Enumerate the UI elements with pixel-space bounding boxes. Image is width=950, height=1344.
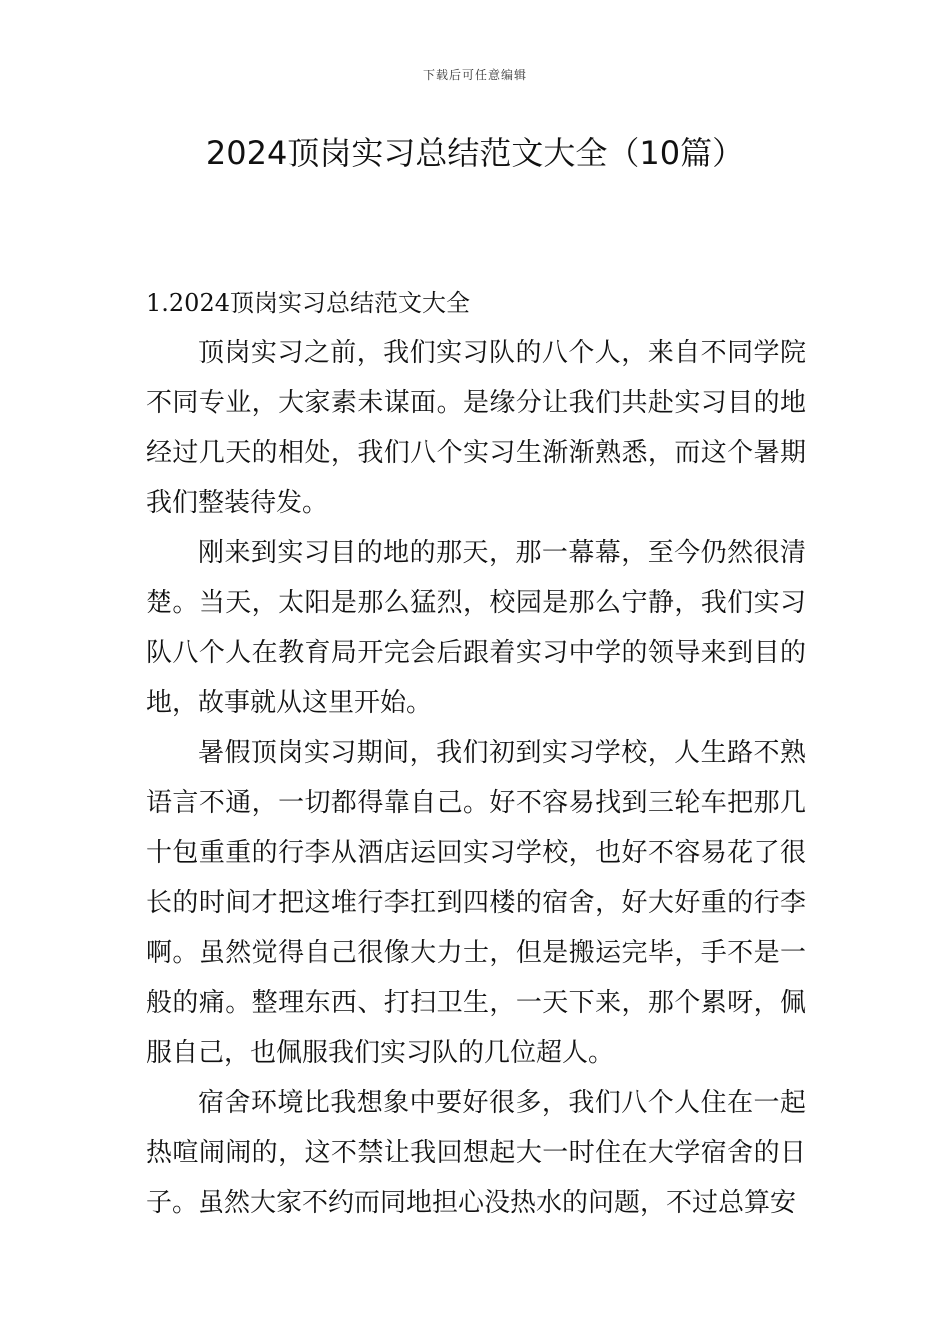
- document-body: [146, 278, 806, 1228]
- header-note: 下载后可任意编辑: [422, 68, 527, 82]
- paragraph-2: 刚来到实习目的地的那天，那一幕幕，至今仍然很清楚。当天，太阳是那么猛烈，校园是那么宁静，我们实习队八个人在教育局开完会后跟着实习中学的领导来到目的地，故事就从这里开始。: [146, 538, 806, 718]
- paragraph-1: 顶岗实习之前，我们实习队的八个人，来自不同学院不同专业，大家素未谋面。是缘分让我们共赴实习目的地经过几天的相处，我们八个实习生渐渐熟悉，而这个暑期我们整装待发。: [146, 338, 806, 518]
- document-title: 2024顶岗实习总结范文大全（10篇）: [205, 134, 745, 172]
- paragraph-3: 暑假顶岗实习期间，我们初到实习学校，人生路不熟语言不通，一切都得靠自己。好不容易找到三轮车把那几十包重重的行李从酒店运回实习学校，也好不容易花了很长的时间才把这堆行李扛到四楼的宿舍，好大好重的行李啊。虽然觉得自己很像大力士，但是搬运完毕，手不是一般的痛。整理东西、打扫卫生，一天下来，那个累呀，佩服自己，也佩服我们实习队的几位超人。: [146, 738, 806, 1068]
- section-heading: 1.2024顶岗实习总结范文大全: [146, 289, 470, 317]
- paragraph-4: 宿舍环境比我想象中要好很多，我们八个人住在一起热喧闹闹的，这不禁让我回想起大一时住在大学宿舍的日子。虽然大家不约而同地担心没热水的问题，不过总算安: [146, 1088, 806, 1218]
